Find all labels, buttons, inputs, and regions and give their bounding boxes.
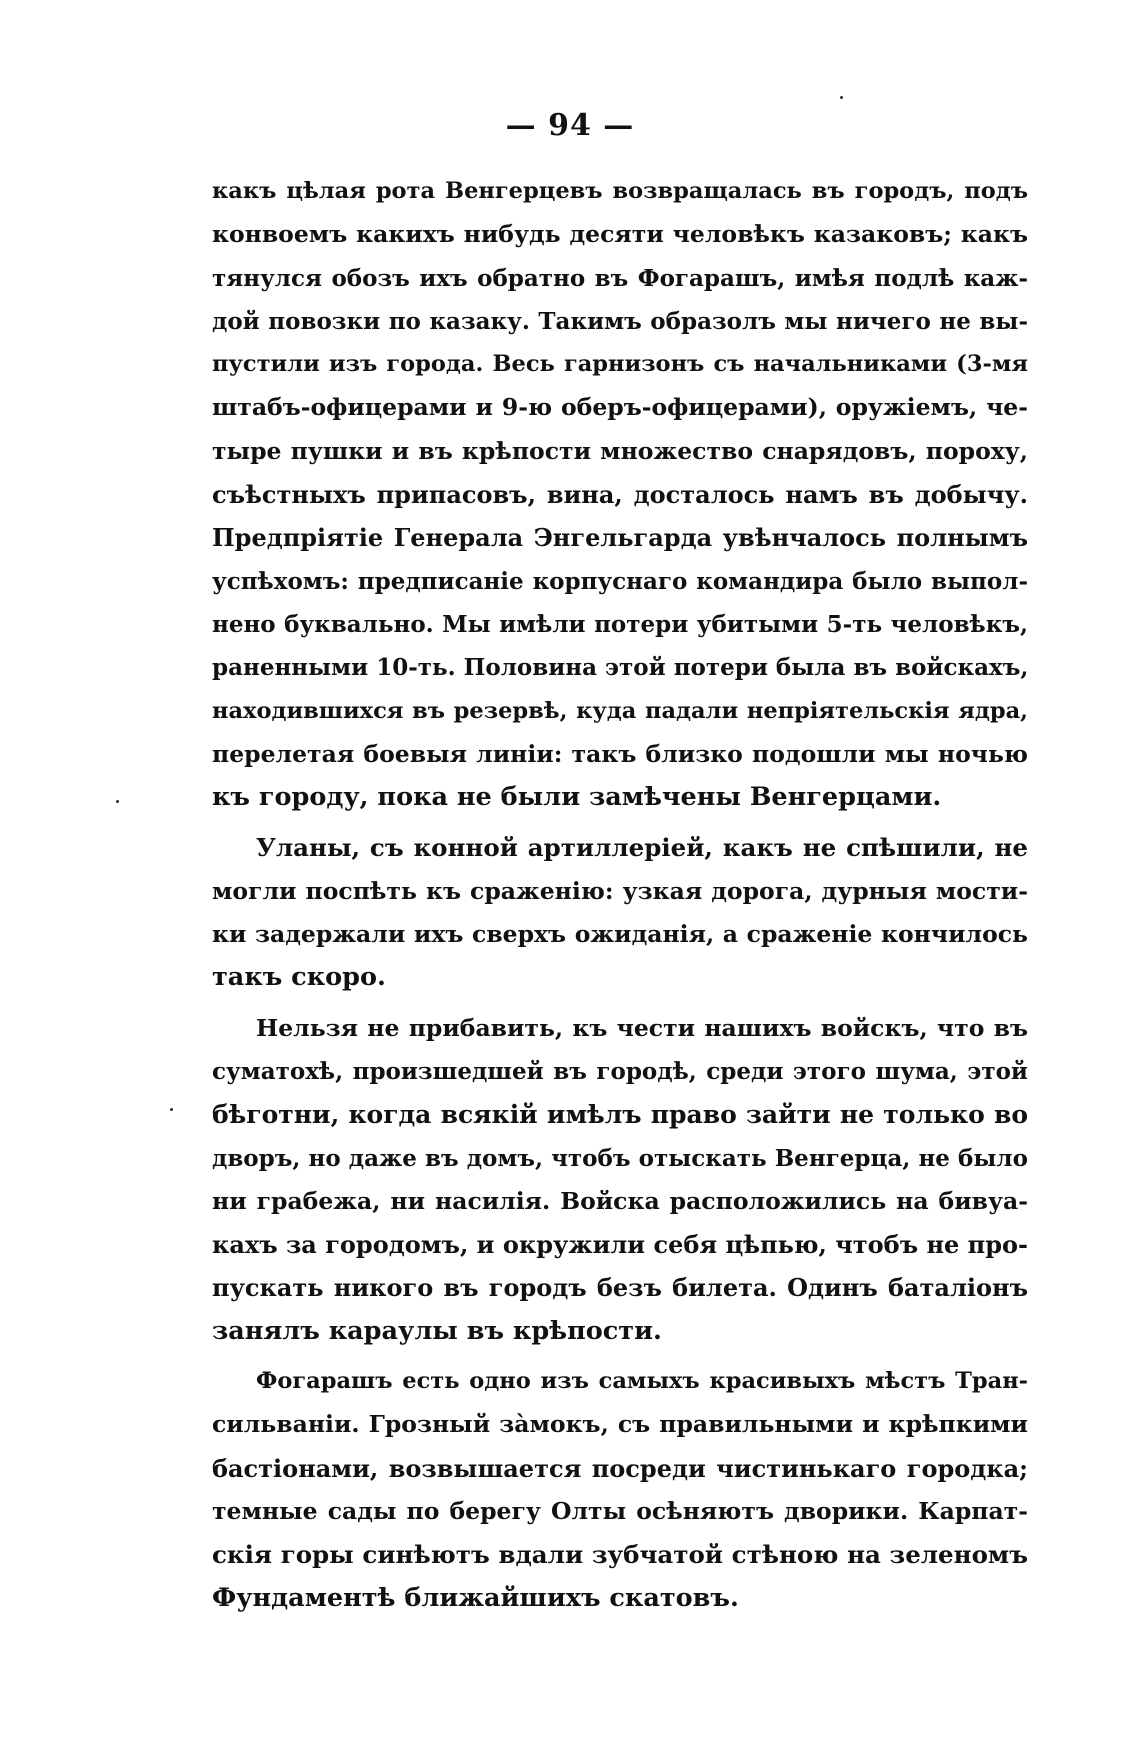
text-line: такъ скоро. <box>212 962 386 993</box>
text-line: Фогарашъ есть одно изъ самыхъ красивыхъ мѣстъ Тран- <box>256 1368 1028 1395</box>
text-line: Фундаментѣ ближайшихъ скатовъ. <box>212 1582 739 1613</box>
text-line: пустили изъ города. Весь гарнизонъ съ начальниками (3-мя <box>212 351 1028 378</box>
text-line: Уланы, съ конной артиллеріей, какъ не спѣшили, не <box>256 833 1028 863</box>
text-line: Нельзя не прибавить, къ чести нашихъ войскъ, что въ <box>256 1013 1028 1042</box>
text-line: находившихся въ резервѣ, куда падали непріятельскія ядра, <box>212 697 1028 724</box>
text-line: ни грабежа, ни насилія. Войска расположились на бивуа- <box>212 1186 1028 1215</box>
text-line: дой повозки по казаку. Такимъ образолъ мы ничего не вы- <box>212 307 1028 335</box>
text-line: бастіонами, возвышается посреди чистинькаго городка; <box>212 1453 1028 1483</box>
print-speck <box>116 800 119 803</box>
text-line: штабъ-офицерами и 9-ю оберъ-офицерами), оружіемъ, че- <box>212 393 1028 422</box>
text-line: кахъ за городомъ, и окружили себя цѣпью, чтобъ не про- <box>212 1230 1028 1260</box>
text-line: сильваніи. Грозный зàмокъ, съ правильными и крѣпкими <box>212 1410 1028 1439</box>
text-line: какъ цѣлая рота Венгерцевъ возвращалась въ городъ, подъ <box>212 178 1028 204</box>
paragraph <box>212 1360 1028 1620</box>
text-line: могли поспѣть къ сраженію: узкая дорога, дурныя мости- <box>212 876 1028 905</box>
paragraph-gap <box>212 1353 1028 1360</box>
text-line: успѣхомъ: предписаніе корпуснаго командира было выпол- <box>212 567 1028 595</box>
text-line: конвоемъ какихъ нибудь десяти человѣкъ казаковъ; какъ <box>212 220 1028 249</box>
text-line: суматохѣ, произшедшей въ городѣ, среди этого шума, этой <box>212 1057 1028 1085</box>
text-line: тянулся обозъ ихъ обратно въ Фогарашъ, имѣя подлѣ каж- <box>212 264 1028 292</box>
text-line: скія горы синѣютъ вдали зубчатой стѣною на зеленомъ <box>212 1540 1028 1570</box>
text-line: дворъ, но даже въ домъ, чтобъ отыскать Венгерца, не было <box>212 1144 1028 1172</box>
text-line: темные сады по берегу Олты осѣняютъ дворики. Карпат- <box>212 1496 1028 1525</box>
paragraph-gap <box>212 819 1028 826</box>
text-line: раненными 10-ть. Половина этой потери была въ войскахъ, <box>212 654 1029 682</box>
text-line: ки задержали ихъ сверхъ ожиданія, а сраженіе кончилось <box>212 920 1028 949</box>
paragraph <box>212 1007 1028 1353</box>
text-line: Предпріятіе Генерала Энгельгарда увѣнчалось полнымъ <box>212 523 1028 553</box>
text-line: нено буквально. Мы имѣли потери убитыми 5-ть человѣкъ, <box>212 610 1028 638</box>
text-line: къ городу, пока не были замѣчены Венгерцами. <box>212 782 942 813</box>
text-line: перелетая боевыя линіи: такъ близко подошли мы ночью <box>212 739 1028 768</box>
text-line: съѣстныхъ припасовъ, вина, досталось намъ въ добычу. <box>212 480 1028 510</box>
text-line: пускать никого въ городъ безъ билета. Одинъ баталіонъ <box>212 1273 1028 1303</box>
print-speck <box>170 1108 173 1111</box>
paragraph <box>212 170 1028 819</box>
body-text <box>212 170 1028 1620</box>
text-line: тыре пушки и въ крѣпости множество снарядовъ, пороху, <box>212 436 1028 465</box>
paragraph <box>212 826 1028 999</box>
print-speck <box>840 96 843 99</box>
text-line: занялъ караулы въ крѣпости. <box>212 1315 662 1346</box>
text-line: бѣготни, когда всякій имѣлъ право зайти не только во <box>212 1100 1028 1130</box>
paragraph-gap <box>212 1000 1028 1007</box>
page-number: — 94 — <box>505 108 635 143</box>
